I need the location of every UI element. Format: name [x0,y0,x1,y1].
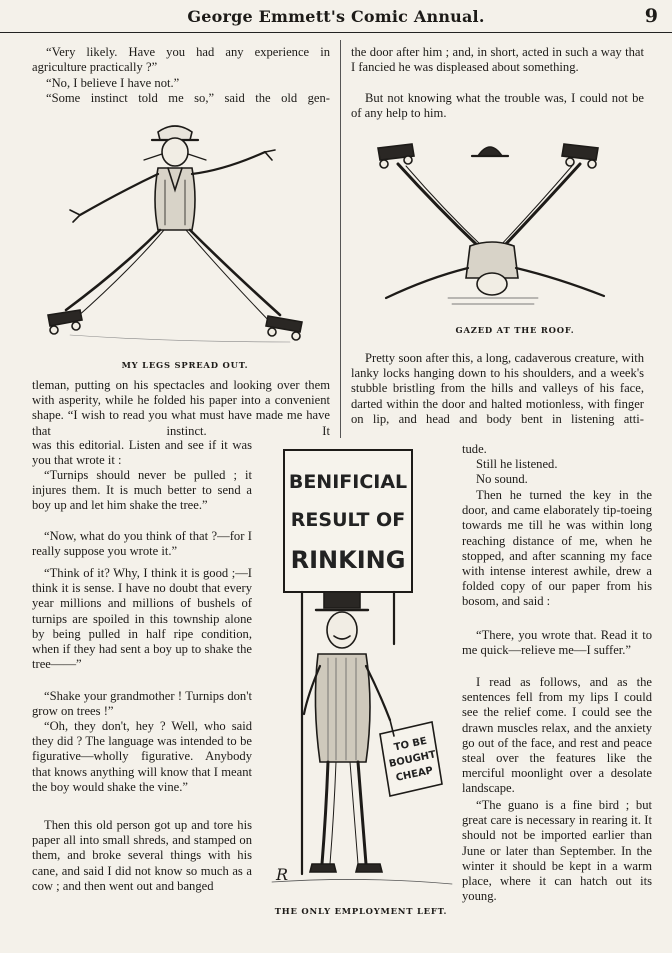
page-header [0,0,672,33]
paragraph: “Turnips should never be pulled ; it injures them. It is much better to send a boy up and let him shake the tree.” [32,468,252,513]
artist-monogram: R [276,865,289,884]
paragraph: “There, you wrote that. Read it to me quick—relieve me—I suffer.” [462,628,652,658]
tag-line-3: CHEAP [394,765,435,784]
tag-line-2: BOUGHT [388,749,437,770]
paragraph: “No, I believe I have not.” [46,76,180,90]
paragraph: Still he listened. [476,457,558,471]
paragraph: “Now, what do you think of that ?—for I really suppose you wrote it.” [32,529,252,559]
sign-line-1: BENIFICIAL [288,471,408,493]
paragraph: Pretty soon after this, a long, cadaverous creature, with lanky locks hanging down to his shoulders, and a week's stubble bristling from the hills and valleys of his face, darted within the door and halted motionless, with finger on lip, and head and body bent in listening atti- [351,351,644,426]
paragraph: “Some instinct told me so,” said the old gen- [46,91,330,105]
legs-spread-illustration [40,110,310,350]
paragraph: “Very likely. Have you had any experience in agriculture practically ?” [32,45,330,75]
tag-line-1: TO BE [393,735,428,754]
column-rule [340,40,341,438]
sign-line-2: RESULT OF [290,509,406,531]
page-number: 9 [644,5,658,27]
rinking-sign-illustration [262,444,460,899]
figure-caption: MY LEGS SPREAD OUT. [121,360,249,370]
paragraph: Then this old person got up and tore his paper all into small shreds, and stamped on them, and broke several things with his cane, and said I did not know so much as a cow ; and then went out and banged [32,818,252,893]
paragraph: tleman, putting on his spectacles and looking over them with asperity, while he folded his paper into a convenient shape. “I wish to read you what must have made me have that instinct. It [32,378,330,438]
paragraph: tude. [462,442,487,456]
fallen-man-illustration [368,128,646,312]
paragraph: No sound. [476,472,528,486]
paragraph: “The guano is a fine bird ; but great care is necessary in rearing it. It should not be imported earlier than June or later than September. In the winter it should be kept in a warm place, where it can hatch out its young. [462,798,652,904]
paragraph: “Think of it? Why, I think it is good ;—I think it is sense. I have no doubt that every year millions and millions of bushels of turnips are spoiled in this township alone by being pulled in half ripe condition, when if they had sent a boy up to shake the tree——” [32,566,252,672]
figure-caption: GAZED AT THE ROOF. [455,325,575,335]
paragraph: was this editorial. Listen and see if it was you that wrote it : [32,438,252,468]
figure-caption: THE ONLY EMPLOYMENT LEFT. [274,906,448,916]
paragraph: I read as follows, and as the sentences fell from my lips I could see the relief come. I could see the drawn muscles relax, and the anxiety go out of the face, and rest and peace steal over the features like the merciful moonlight over a desolate landscape. [462,675,652,796]
paragraph: “Oh, they don't, hey ? Well, who said they did ? The language was intended to be figurative—wholly figurative. Anybody that knows anything will know that I meant the boy would shake the vine.” [32,719,252,794]
running-title: George Emmett's Comic Annual. [187,7,485,26]
paragraph: the door after him ; and, in short, acted in such a way that I fancied he was displeased about something. [351,45,644,75]
paragraph: “Shake your grandmother ! Turnips don't grow on trees !” [32,689,252,719]
paragraph: But not knowing what the trouble was, I could not be of any help to him. [351,91,644,121]
paragraph: Then he turned the key in the door, and came elaborately tip-toeing towards me till he was within long reaching distance of me, when he stopped, and after scanning my face with intense interest awhile, drew a folded copy of our paper from his bosom, and said : [462,488,652,609]
sign-line-3: RINKING [290,546,406,574]
